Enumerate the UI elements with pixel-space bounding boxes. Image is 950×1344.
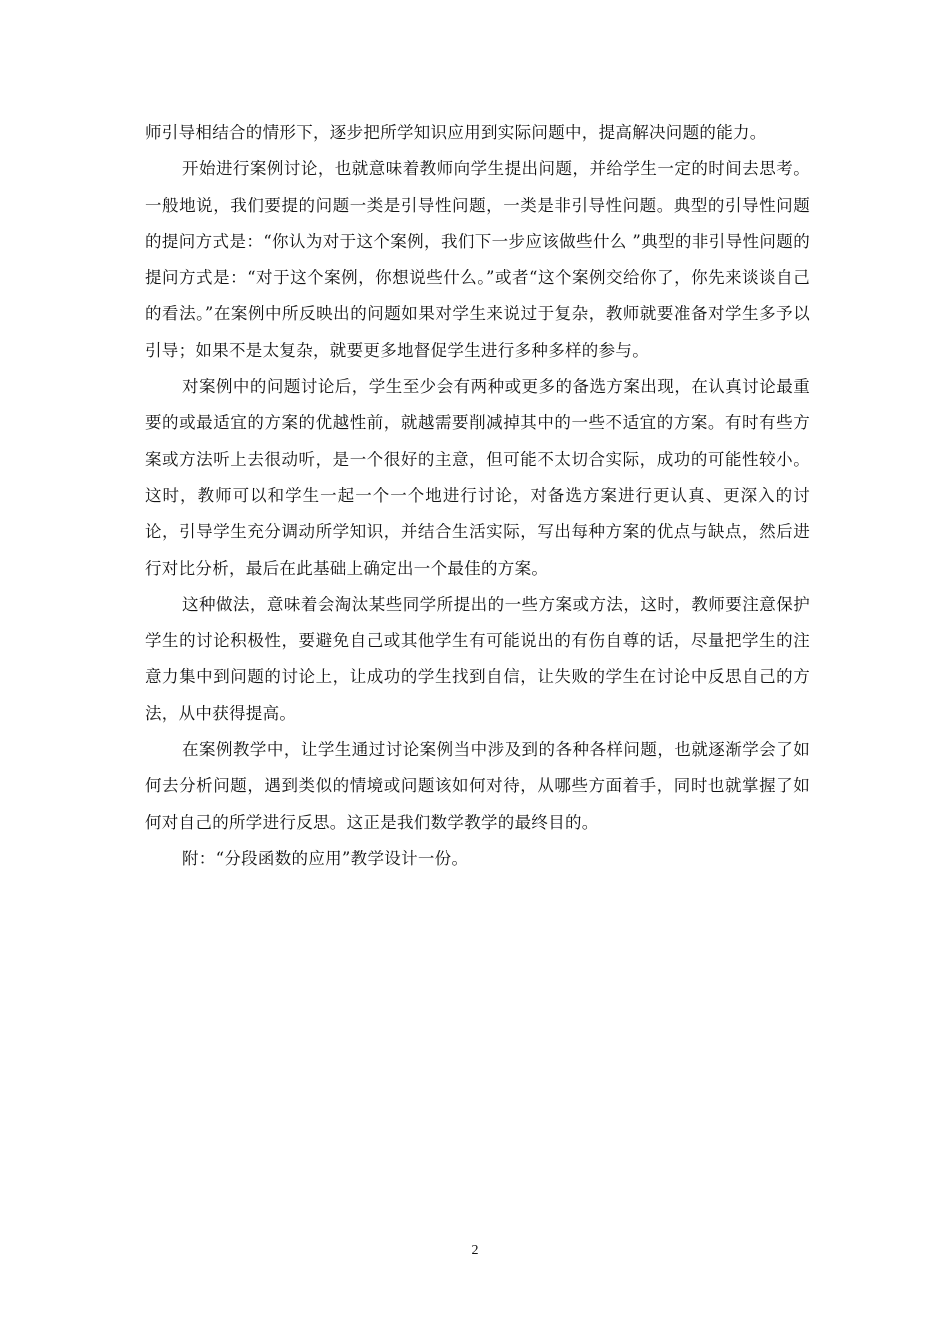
paragraph-continuation: 师引导相结合的情形下，逐步把所学知识应用到实际问题中，提高解决问题的能力。 bbox=[145, 123, 767, 142]
paragraph-alternative-plans: 对案例中的问题讨论后，学生至少会有两种或更多的备选方案出现，在认真讨论最重要的或最适宜的方案的优越性前，就越需要削减掉其中的一些不适宜的方案。有时有些方案或方法听上去很动听，是一个很好的主意，但可能不太切合实际，成功的可能性较小。这时，教师可以和学生一起一个一个地进行讨论，对备选方案进行更认真、更深入的讨论，引导学生充分调动所学知识，并结合生活实际，写出每种方案的优点与缺点，然后进行对比分析，最后在此基础上确定出一个最佳的方案。 bbox=[145, 377, 810, 578]
paragraph-case-discussion: 开始进行案例讨论，也就意味着教师向学生提出问题，并给学生一定的时间去思考。一般地说，我们要提的问题一类是引导性问题，一类是非引导性问题。典型的引导性问题的提问方式是：“你认为对于这个案例，我们下一步应该做些什么 ”典型的非引导性问题的提问方式是：“对于这个案例，你想说些什么。”或者“这个案例交给你了，你先来谈谈自己的看法。”在案例中所反映出的问题如果对学生来说过于复杂，教师就要准备对学生多予以引导；如果不是太复杂，就要更多地督促学生进行多种多样的参与。 bbox=[145, 159, 810, 360]
paragraph-protect-enthusiasm: 这种做法，意味着会淘汰某些同学所提出的一些方案或方法，这时，教师要注意保护学生的讨论积极性，要避免自己或其他学生有可能说出的有伤自尊的话，尽量把学生的注意力集中到问题的讨论上，让成功的学生找到自信，让失败的学生在讨论中反思自己的方法，从中获得提高。 bbox=[145, 594, 810, 723]
paragraph-teaching-goal: 在案例教学中，让学生通过讨论案例当中涉及到的各种各样问题，也就逐渐学会了如何去分析问题，遇到类似的情境或问题该如何对待，从哪些方面着手，同时也就掌握了如何对自己的所学进行反思。这正是我们数学教学的最终目的。 bbox=[145, 740, 810, 832]
page-number: 2 bbox=[471, 1243, 479, 1258]
document-body bbox=[145, 115, 810, 877]
paragraph-appendix-note: 附：“分段函数的应用”教学设计一份。 bbox=[182, 848, 469, 868]
